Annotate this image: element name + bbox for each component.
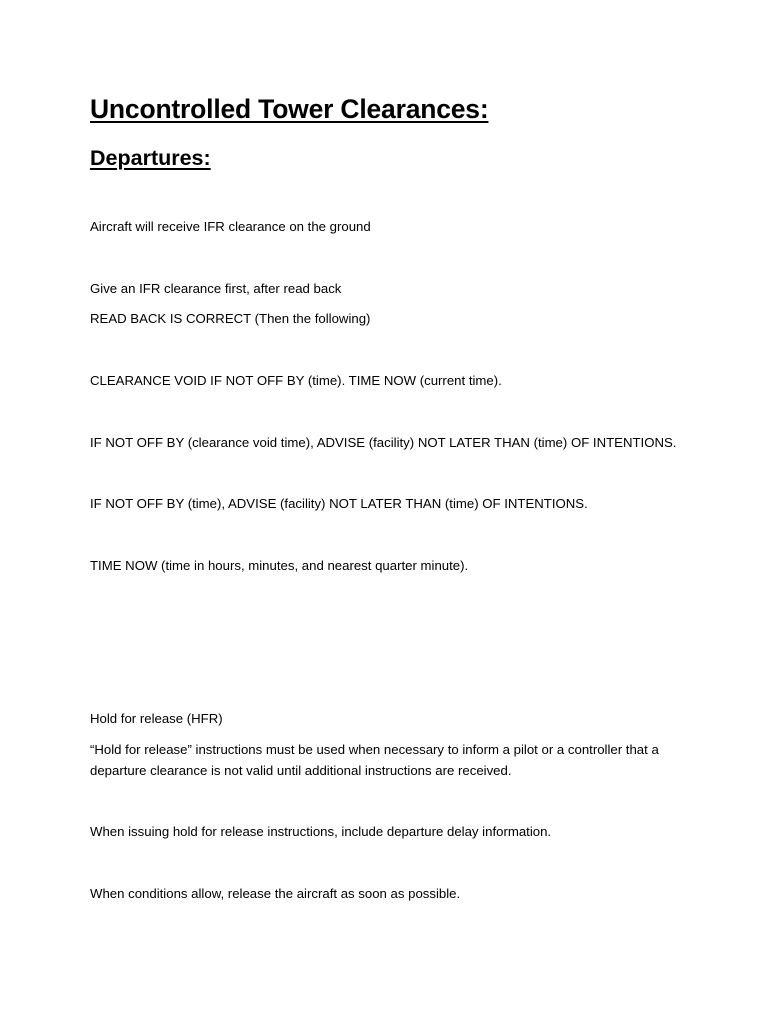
text-line-clearance-void: CLEARANCE VOID IF NOT OFF BY (time). TIME NOW (current time). (90, 373, 502, 388)
text-line-time-now: TIME NOW (time in hours, minutes, and nearest quarter minute). (90, 558, 469, 573)
text-line-give-ifr-clearance: Give an IFR clearance first, after read back (90, 281, 342, 296)
section-heading-departures: Departures: (90, 146, 211, 170)
text-line-if-not-off-time: IF NOT OFF BY (time), ADVISE (facility) NOT LATER THAN (time) OF INTENTIONS. (90, 496, 588, 511)
text-line-hold-for-release: Hold for release (HFR) (90, 711, 223, 726)
text-line-read-back-correct: READ BACK IS CORRECT (Then the following) (90, 311, 371, 326)
paragraph-hfr-instructions: “Hold for release” instructions must be used when necessary to inform a pilot or a controller that a departure clearance is not valid until additional instructions are received. (90, 742, 659, 778)
text-line-release-aircraft: When conditions allow, release the aircraft as soon as possible. (90, 886, 461, 901)
text-line-delay-information: When issuing hold for release instructions, include departure delay information. (90, 824, 552, 839)
text-line-ifr-on-ground: Aircraft will receive IFR clearance on the ground (90, 219, 371, 234)
document-title: Uncontrolled Tower Clearances: (90, 94, 489, 124)
text-line-if-not-off-clearance-void: IF NOT OFF BY (clearance void time), ADVISE (facility) NOT LATER THAN (time) OF INTENTIONS. (90, 435, 677, 450)
